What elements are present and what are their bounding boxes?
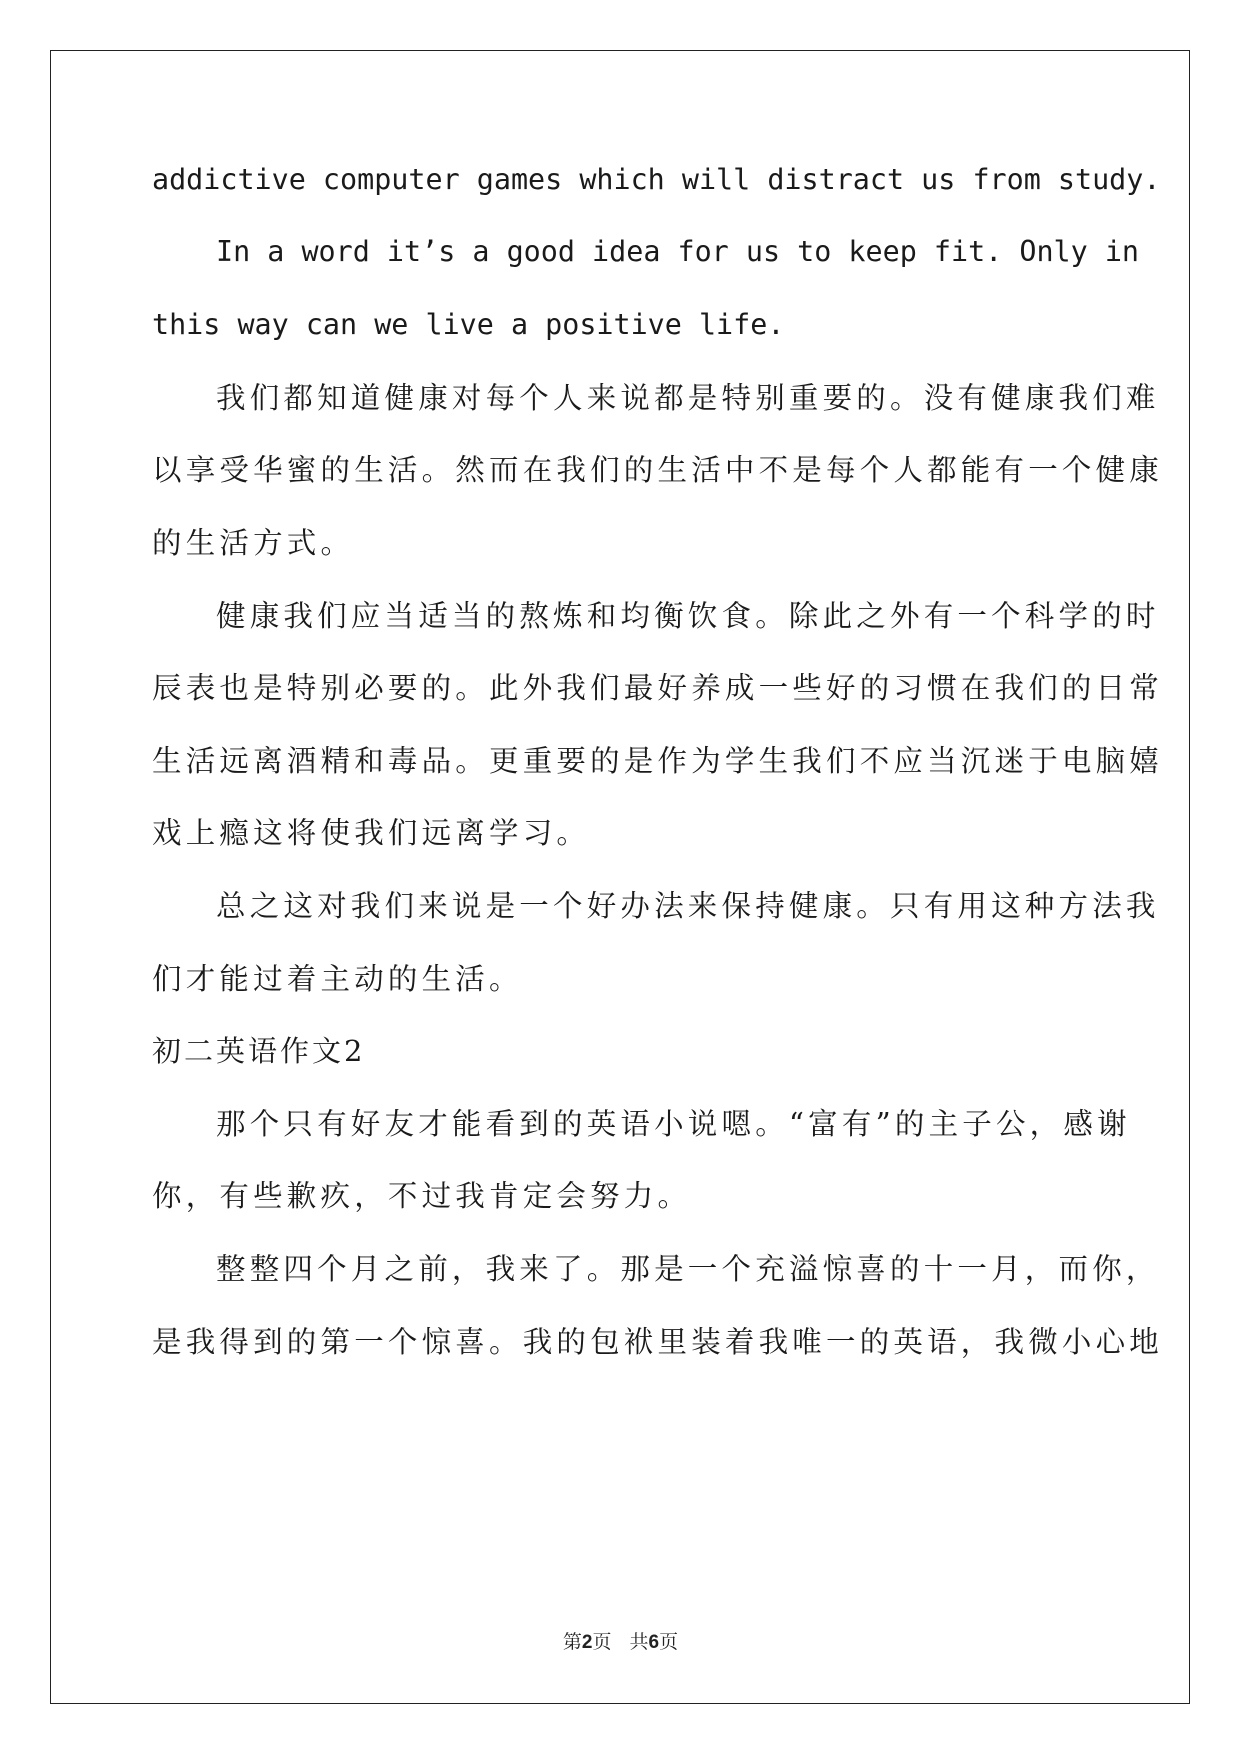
text-line: 戏上瘾这将使我们远离学习。 [152,816,591,850]
footer-page-suffix: 页 [592,1631,612,1653]
text-line: In a word it’s a good idea for us to keep fit. Only in [216,235,1140,268]
page-footer [0,1627,1241,1654]
footer-prefix: 第 [562,1631,582,1653]
text-line: 那个只有好友才能看到的英语小说嗯。“富有”的主子公，感谢 [216,1107,1131,1141]
text-line: 总之这对我们来说是一个好办法来保持健康。只有用这种方法我 [216,889,1160,923]
text-line: 整整四个月之前，我来了。那是一个充溢惊喜的十一月，而你， [216,1252,1160,1286]
text-line: 是我得到的第一个惊喜。我的包袱里装着我唯一的英语，我微小心地 [152,1325,1164,1359]
page-border [50,50,1190,1704]
text-line: 辰表也是特别必要的。此外我们最好养成一些好的习惯在我们的日常 [152,671,1164,705]
text-line: 你，有些歉疚，不过我肯定会努力。 [152,1179,692,1213]
text-line: this way can we live a positive life. [152,308,785,341]
footer-total-suffix: 页 [659,1631,679,1653]
total-page-number: 6 [648,1632,660,1653]
text-line: 的生活方式。 [152,526,355,560]
text-line: 健康我们应当适当的熬炼和均衡饮食。除此之外有一个科学的时 [216,599,1160,633]
text-line: addictive computer games which will distract us from study. [152,163,1161,196]
current-page-number: 2 [581,1632,593,1653]
text-line: 以享受华蜜的生活。然而在我们的生活中不是每个人都能有一个健康 [152,453,1164,487]
text-line: 我们都知道健康对每个人来说都是特别重要的。没有健康我们难 [216,381,1160,415]
section-heading: 初二英语作文2 [152,1034,366,1068]
footer-total-prefix: 共 [629,1631,649,1653]
text-line: 们才能过着主动的生活。 [152,962,523,996]
text-line: 生活远离酒精和毒品。更重要的是作为学生我们不应当沉迷于电脑嬉 [152,744,1164,778]
